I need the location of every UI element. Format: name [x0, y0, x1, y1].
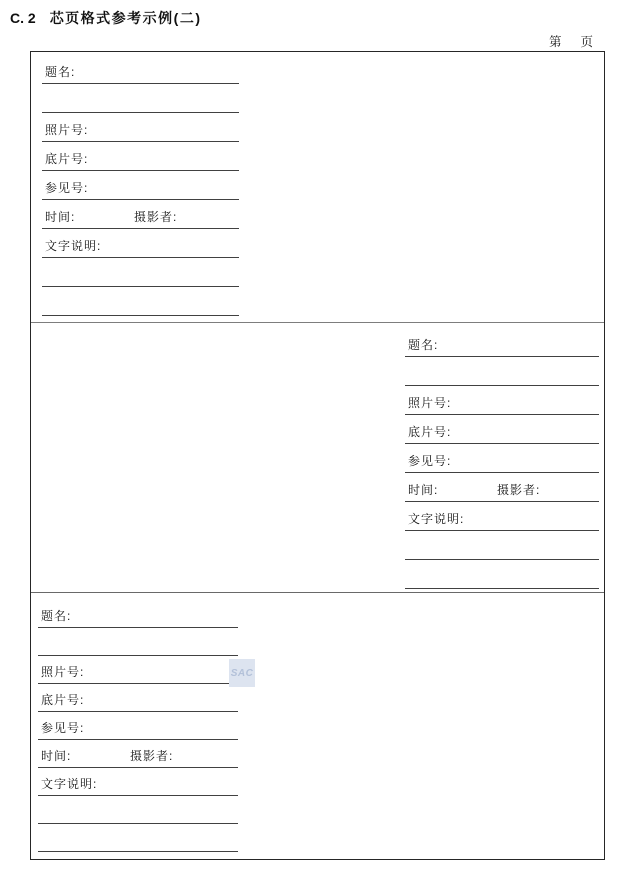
- form-row-field: [42, 229, 239, 258]
- form-row-field: [38, 740, 238, 768]
- form-row-field: [42, 113, 239, 142]
- form-row-field: [38, 712, 238, 740]
- form-row-blank: [38, 796, 238, 824]
- record-block-1: [42, 52, 239, 316]
- field-label-time: 时间:: [408, 483, 439, 497]
- record-block-3: [38, 593, 238, 852]
- form-row-blank: [42, 84, 239, 113]
- field-label-photographer: 摄影者:: [497, 483, 541, 497]
- field-label-title: 题名:: [408, 338, 439, 352]
- field-label-photo-no: 照片号:: [41, 665, 85, 679]
- field-label-negative-no: 底片号:: [41, 693, 85, 707]
- field-label-time: 时间:: [45, 210, 76, 224]
- field-label-ref-no: 参见号:: [41, 721, 85, 735]
- form-row-blank: [405, 560, 599, 589]
- field-label-time: 时间:: [41, 749, 72, 763]
- record-section-2: [31, 323, 604, 593]
- form-row-blank: [38, 824, 238, 852]
- field-label-ref-no: 参见号:: [408, 454, 452, 468]
- form-row-blank: [405, 357, 599, 386]
- field-label-title: 题名:: [45, 65, 76, 79]
- form-row-field: [42, 200, 239, 229]
- heading-number: C. 2: [10, 10, 36, 26]
- page-marker-suffix: 页: [580, 35, 593, 49]
- form-row-field: [38, 684, 238, 712]
- field-label-caption: 文字说明:: [408, 512, 465, 526]
- form-row-field: [38, 656, 238, 684]
- field-label-caption: 文字说明:: [41, 777, 98, 791]
- section-heading: [10, 8, 202, 28]
- form-row-field: [405, 328, 599, 357]
- field-label-photo-no: 照片号:: [45, 123, 89, 137]
- heading-title: 芯页格式参考示例(二): [49, 10, 202, 26]
- field-label-photographer: 摄影者:: [130, 749, 174, 763]
- field-label-caption: 文字说明:: [45, 239, 102, 253]
- form-row-blank: [405, 531, 599, 560]
- form-row-field: [405, 415, 599, 444]
- form-row-field: [38, 768, 238, 796]
- form-row-field: [38, 600, 238, 628]
- form-row-field: [42, 171, 239, 200]
- form-outer-border: [30, 51, 605, 860]
- page-marker-prefix: 第: [548, 35, 562, 49]
- form-row-blank: [42, 287, 239, 316]
- field-label-photographer: 摄影者:: [134, 210, 178, 224]
- field-label-negative-no: 底片号:: [408, 425, 452, 439]
- page-number-marker: [549, 32, 593, 50]
- record-section-3: [31, 593, 604, 856]
- form-row-field: [405, 386, 599, 415]
- form-row-field: [405, 444, 599, 473]
- form-row-blank: [38, 628, 238, 656]
- field-label-title: 题名:: [41, 609, 72, 623]
- record-block-2: [405, 323, 599, 589]
- form-row-blank: [42, 258, 239, 287]
- form-row-field: [405, 502, 599, 531]
- field-label-ref-no: 参见号:: [45, 181, 89, 195]
- sac-watermark: SAC: [229, 659, 255, 687]
- form-row-field: [42, 142, 239, 171]
- field-label-negative-no: 底片号:: [45, 152, 89, 166]
- form-row-field: [42, 55, 239, 84]
- form-row-field: [405, 473, 599, 502]
- field-label-photo-no: 照片号:: [408, 396, 452, 410]
- record-section-1: [31, 52, 604, 323]
